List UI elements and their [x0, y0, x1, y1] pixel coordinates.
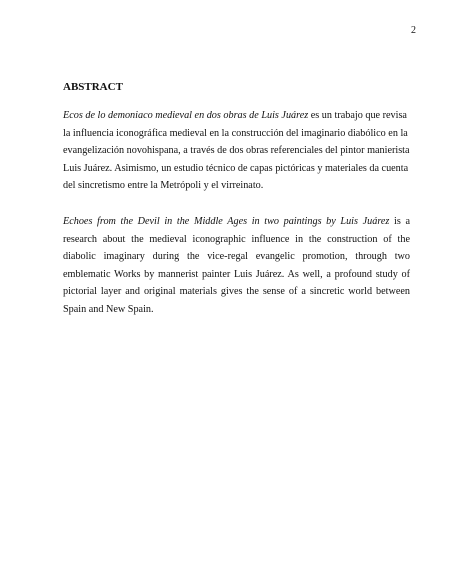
english-work-title: Echoes from the Devil in the Middle Ages in two paintings by Luis Juárez [63, 216, 390, 227]
abstract-heading: ABSTRACT [63, 81, 123, 93]
page-number: 2 [411, 25, 416, 36]
english-abstract-text: is a research about the medieval iconographic influence in the construction of the diabolic imaginary during the vice-regal evangelic promotion, through two emblematic Works by mannerist painter Luis Juárez. As well, a profound study of pictorial layer and original materials gives the sense of a sincretic world between Spain and New Spain. [63, 216, 410, 315]
spanish-abstract-text: es un trabajo que revisa la influencia iconográfica medieval en la construcción del imaginario diabólico en la evangelización novohispana, a través de dos obras referenciales del pintor manierista Luis Juárez. Asimismo, un estudio técnico de capas pictóricas y materiales da cuenta del sincretismo entre la Metrópoli y el virreinato. [63, 110, 410, 192]
abstract-english-paragraph [63, 213, 410, 319]
spanish-work-title: Ecos de lo demoniaco medieval en dos obras de Luis Juárez [63, 110, 309, 121]
abstract-spanish-paragraph [63, 107, 410, 195]
